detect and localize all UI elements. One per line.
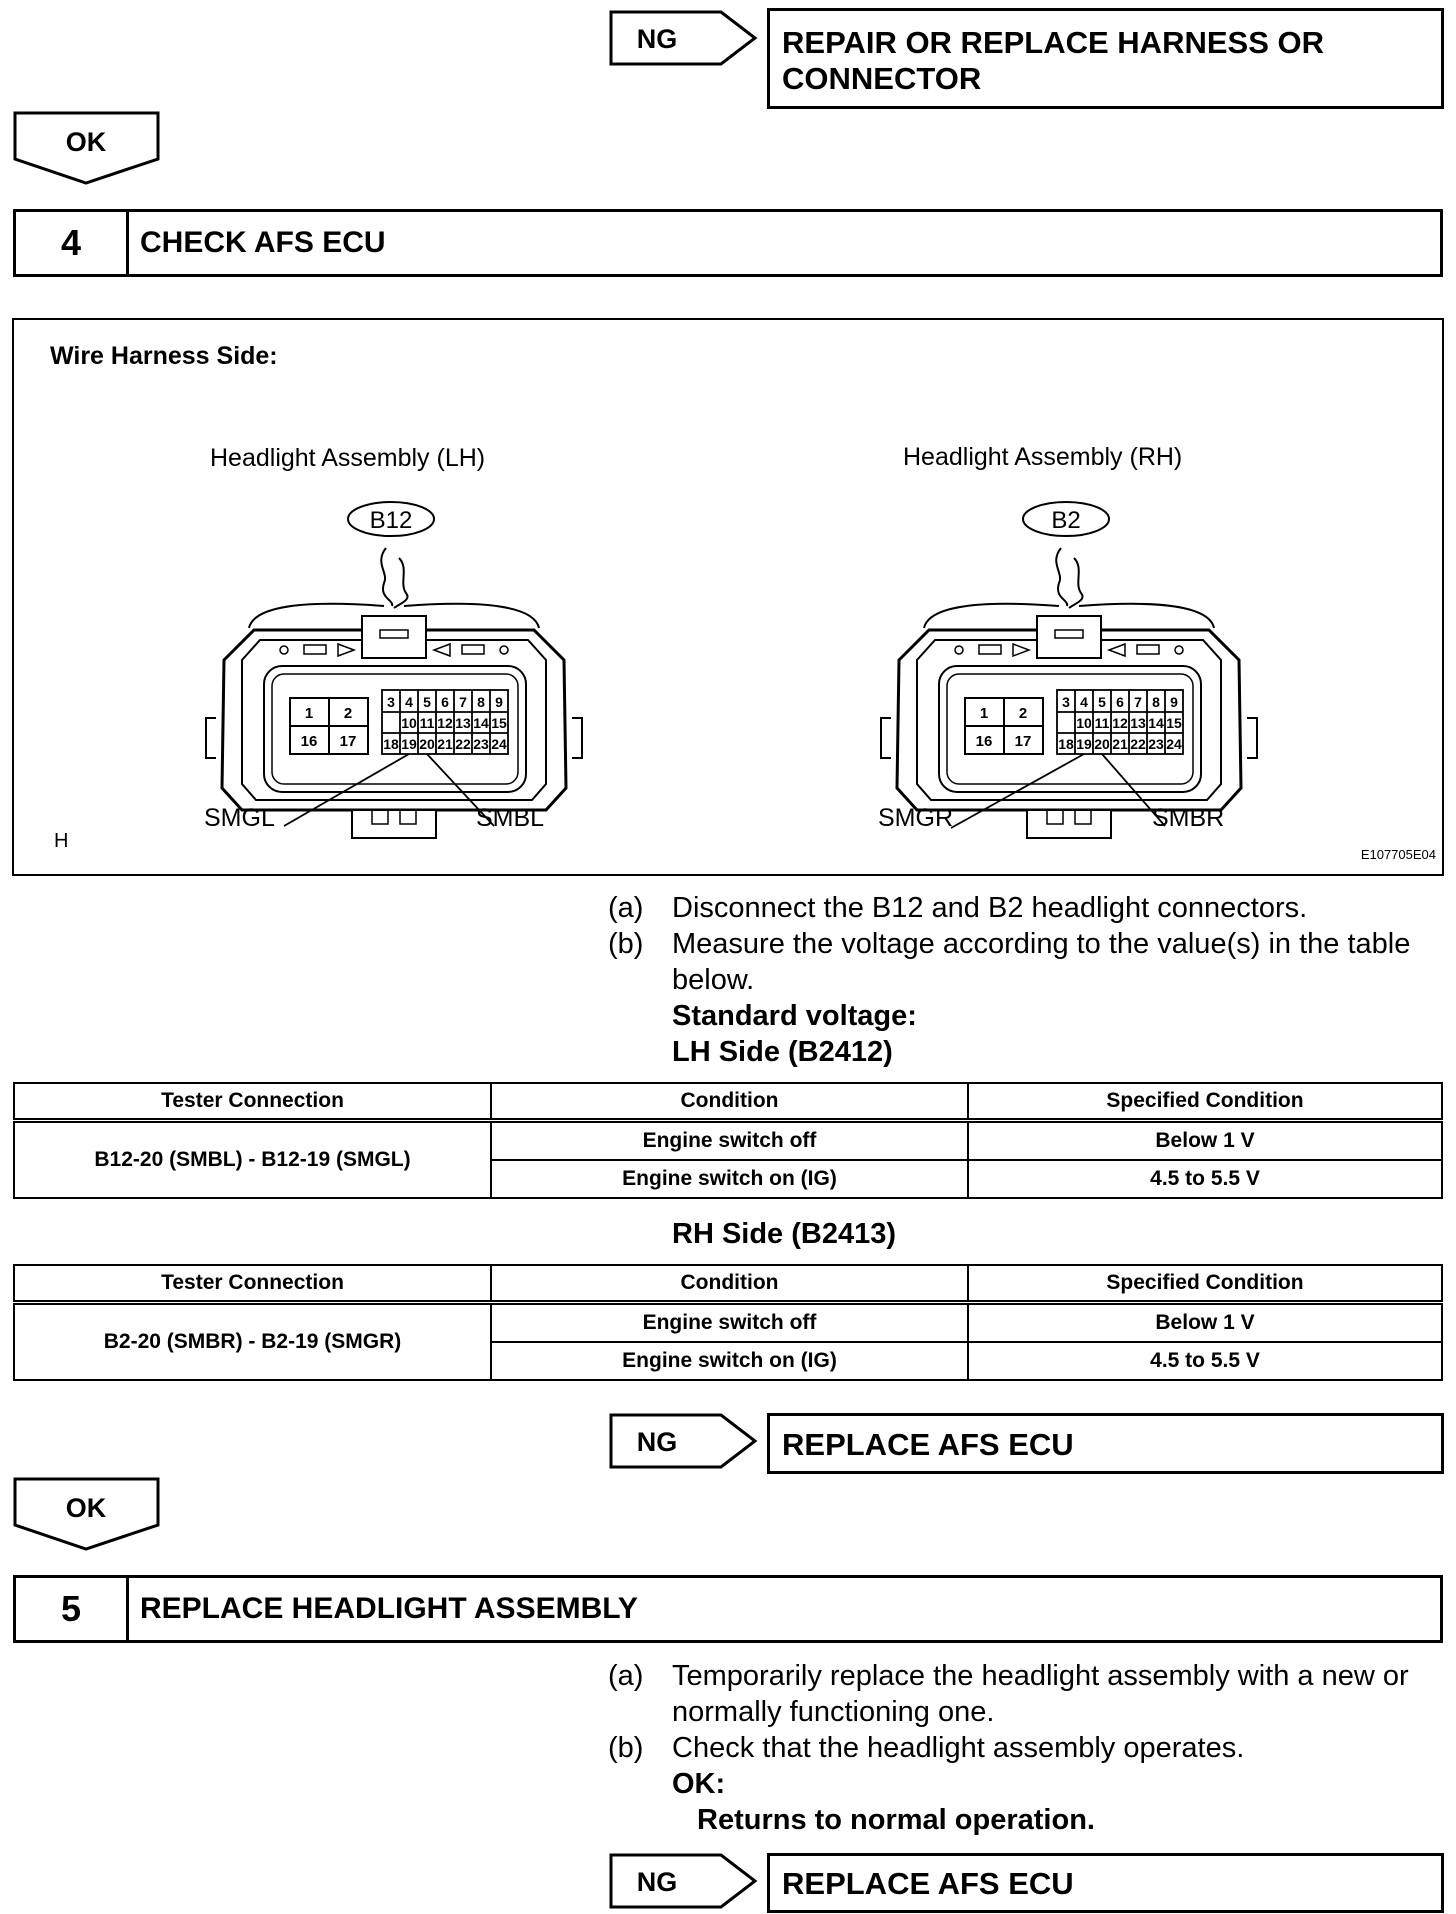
pin: 7 [459,694,467,710]
condition-cell: Engine switch on (IG) [491,1160,968,1198]
ng-label: NG [636,1867,678,1897]
step-4-header [13,209,1443,277]
instruction-label: (a) [608,892,644,924]
instruction-a [608,1658,1428,1730]
rh-smgr-label: SMGR [878,804,953,832]
pin: 21 [1112,736,1128,752]
pin: 14 [473,715,489,731]
pin: 8 [1152,694,1160,710]
pin: 17 [1014,733,1032,750]
header-specified: Specified Condition [968,1083,1442,1121]
instruction-label: (a) [608,1660,644,1692]
step-title: CHECK AFS ECU [140,226,386,259]
pin: 1 [304,705,314,722]
standard-voltage-heading: Standard voltage: [672,1000,917,1032]
pin: 14 [1148,715,1164,731]
pin: 18 [1058,736,1074,752]
pin: 2 [1018,705,1028,722]
condition-cell: Engine switch off [491,1121,968,1161]
pin: 19 [401,736,417,752]
connector-id: B12 [369,507,413,534]
ok-tag-2 [13,1477,161,1551]
result-text: REPLACE AFS ECU [782,1866,1074,1901]
pin: 24 [491,736,507,752]
rh-side-heading: RH Side (B2413) [672,1218,897,1250]
instruction-text: Disconnect the B12 and B2 headlight connectors. [672,892,1308,924]
pin: 22 [455,736,471,752]
spec-cell: Below 1 V [968,1121,1442,1161]
rh-title: Headlight Assembly (RH) [903,443,1183,471]
pin: 9 [1170,694,1178,710]
header-specified: Specified Condition [968,1265,1442,1303]
ng-label: NG [636,24,678,54]
instruction-text: Check that the headlight assembly operates. [672,1732,1245,1764]
ok-heading: OK: [672,1768,726,1800]
pin: 16 [975,733,993,750]
ng-tag-1 [609,10,759,66]
pin: 10 [1076,715,1092,731]
corner-code: H [54,830,69,852]
step-5-header [13,1575,1443,1643]
result-text: REPAIR OR REPLACE HARNESS OR CONNECTOR [782,25,1324,96]
pin: 6 [1116,694,1124,710]
pin: 18 [383,736,399,752]
instruction-text: Temporarily replace the headlight assembly with a new or normally functioning one. [672,1660,1409,1728]
pin: 23 [1148,736,1164,752]
step-number: 4 [16,212,129,274]
pin: 11 [1094,715,1110,731]
pin: 11 [419,715,435,731]
pin: 13 [1130,715,1146,731]
rh-smbr-label: SMBR [1152,804,1225,832]
result-replace-afs-ecu-2 [767,1853,1444,1913]
pin: 5 [423,694,431,710]
lh-title: Headlight Assembly (LH) [210,444,486,472]
condition-cell: Engine switch on (IG) [491,1342,968,1380]
header-tester: Tester Connection [14,1265,491,1303]
connector-id: B2 [1051,507,1081,534]
condition-cell: Engine switch off [491,1303,968,1343]
header-condition: Condition [491,1083,968,1121]
lh-smgl-label: SMGL [204,804,275,832]
rh-connector-diagram [869,488,1289,858]
pin: 3 [1062,694,1070,710]
lh-connector-diagram [194,488,614,858]
pin: 2 [343,705,353,722]
rh-voltage-table [13,1264,1443,1381]
instruction-text: Measure the voltage according to the value(s) in the table below. [672,928,1411,996]
pin: 12 [1112,715,1128,731]
pin: 8 [477,694,485,710]
pin: 21 [437,736,453,752]
lh-voltage-table [13,1082,1443,1199]
instruction-a [608,890,1428,926]
step-number: 5 [16,1578,129,1640]
tester-connection: B12-20 (SMBL) - B12-19 (SMGL) [14,1121,491,1199]
pin: 9 [495,694,503,710]
ok-result-text: Returns to normal operation. [697,1804,1095,1836]
figure-heading: Wire Harness Side: [50,342,278,370]
pin: 20 [419,736,435,752]
lh-side-heading: LH Side (B2412) [672,1036,893,1068]
spec-cell: 4.5 to 5.5 V [968,1160,1442,1198]
pin: 15 [491,715,507,731]
result-text: REPLACE AFS ECU [782,1427,1074,1462]
instruction-label: (b) [608,1732,644,1764]
ng-tag-2 [609,1413,759,1469]
header-condition: Condition [491,1265,968,1303]
pin: 5 [1098,694,1106,710]
instruction-b [608,926,1428,998]
pin: 19 [1076,736,1092,752]
pin: 20 [1094,736,1110,752]
figure-id: E107705E04 [1360,847,1436,862]
pin: 12 [437,715,453,731]
result-replace-afs-ecu [767,1413,1444,1474]
pin: 6 [441,694,449,710]
wire-harness-figure [12,318,1444,876]
ok-label: OK [65,1493,107,1523]
pin: 4 [1080,694,1088,710]
pin: 1 [979,705,989,722]
pin: 10 [401,715,417,731]
pin: 17 [339,733,357,750]
spec-cell: Below 1 V [968,1303,1442,1343]
pin: 15 [1166,715,1182,731]
ng-tag-3 [609,1853,759,1909]
result-repair-harness [767,8,1444,109]
instruction-label: (b) [608,928,644,960]
ok-label: OK [65,127,107,157]
instruction-b [608,1730,1428,1766]
pin: 7 [1134,694,1142,710]
header-tester: Tester Connection [14,1083,491,1121]
pin: 23 [473,736,489,752]
lh-smbl-label: SMBL [476,804,545,832]
ng-label: NG [636,1427,678,1457]
pin: 3 [387,694,395,710]
pin: 13 [455,715,471,731]
tester-connection: B2-20 (SMBR) - B2-19 (SMGR) [14,1303,491,1381]
spec-cell: 4.5 to 5.5 V [968,1342,1442,1380]
pin: 4 [405,694,413,710]
pin: 24 [1166,736,1182,752]
ok-tag-1 [13,111,161,185]
pin: 22 [1130,736,1146,752]
step-title: REPLACE HEADLIGHT ASSEMBLY [140,1592,638,1625]
pin: 16 [300,733,318,750]
